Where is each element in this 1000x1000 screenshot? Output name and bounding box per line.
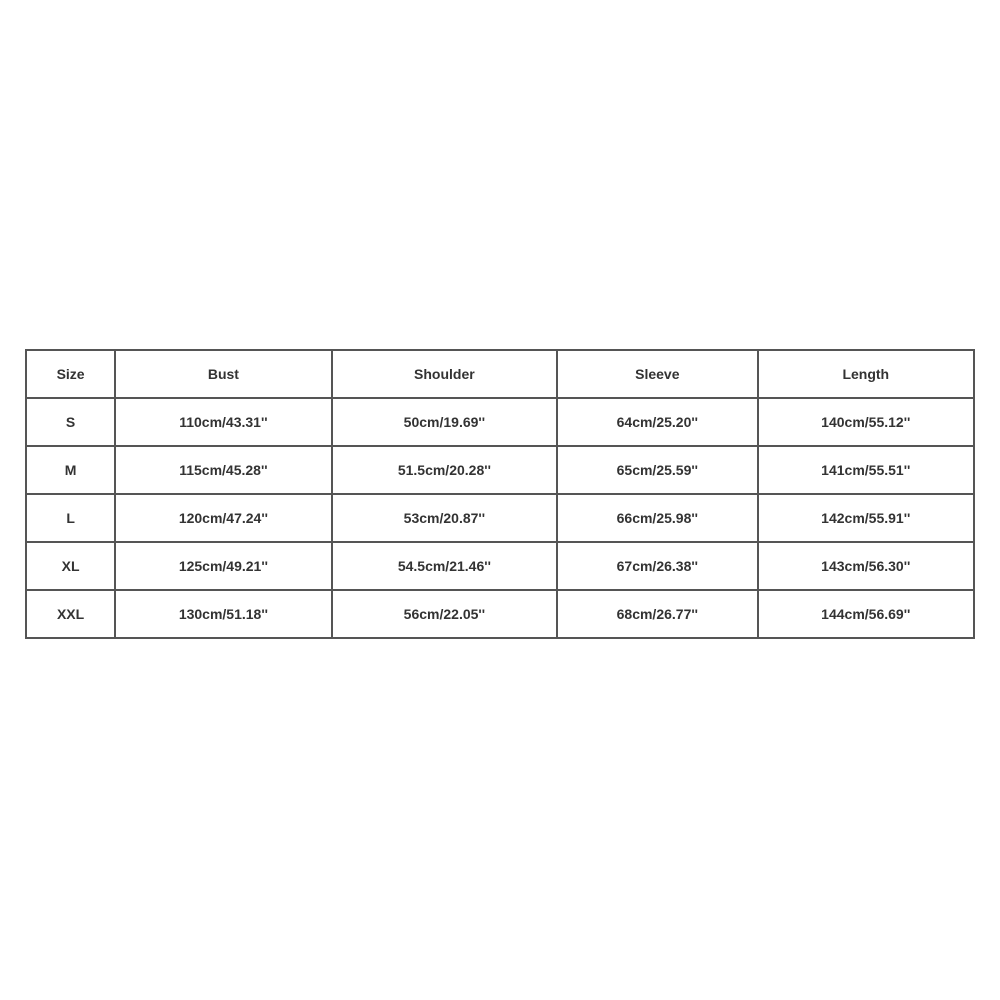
table-row	[26, 494, 974, 542]
table-header-row	[26, 350, 974, 398]
length-cell: 141cm/55.51''	[758, 446, 974, 494]
size-cell: S	[26, 398, 115, 446]
bust-cell: 115cm/45.28''	[115, 446, 331, 494]
table-row	[26, 590, 974, 638]
shoulder-cell: 50cm/19.69''	[332, 398, 557, 446]
bust-cell: 120cm/47.24''	[115, 494, 331, 542]
size-cell: XXL	[26, 590, 115, 638]
sleeve-cell: 66cm/25.98''	[557, 494, 757, 542]
bust-cell: 130cm/51.18''	[115, 590, 331, 638]
shoulder-cell: 54.5cm/21.46''	[332, 542, 557, 590]
size-chart-table	[25, 349, 975, 639]
sleeve-cell: 68cm/26.77''	[557, 590, 757, 638]
shoulder-cell: 51.5cm/20.28''	[332, 446, 557, 494]
size-cell: M	[26, 446, 115, 494]
sleeve-cell: 64cm/25.20''	[557, 398, 757, 446]
shoulder-cell: 56cm/22.05''	[332, 590, 557, 638]
shoulder-cell: 53cm/20.87''	[332, 494, 557, 542]
length-cell: 140cm/55.12''	[758, 398, 974, 446]
bust-cell: 125cm/49.21''	[115, 542, 331, 590]
size-cell: XL	[26, 542, 115, 590]
bust-cell: 110cm/43.31''	[115, 398, 331, 446]
table-row	[26, 446, 974, 494]
length-cell: 143cm/56.30''	[758, 542, 974, 590]
header-size: Size	[26, 350, 115, 398]
table-row	[26, 542, 974, 590]
length-cell: 144cm/56.69''	[758, 590, 974, 638]
sleeve-cell: 65cm/25.59''	[557, 446, 757, 494]
header-bust: Bust	[115, 350, 331, 398]
header-shoulder: Shoulder	[332, 350, 557, 398]
header-length: Length	[758, 350, 974, 398]
table-row	[26, 398, 974, 446]
size-cell: L	[26, 494, 115, 542]
sleeve-cell: 67cm/26.38''	[557, 542, 757, 590]
length-cell: 142cm/55.91''	[758, 494, 974, 542]
header-sleeve: Sleeve	[557, 350, 757, 398]
